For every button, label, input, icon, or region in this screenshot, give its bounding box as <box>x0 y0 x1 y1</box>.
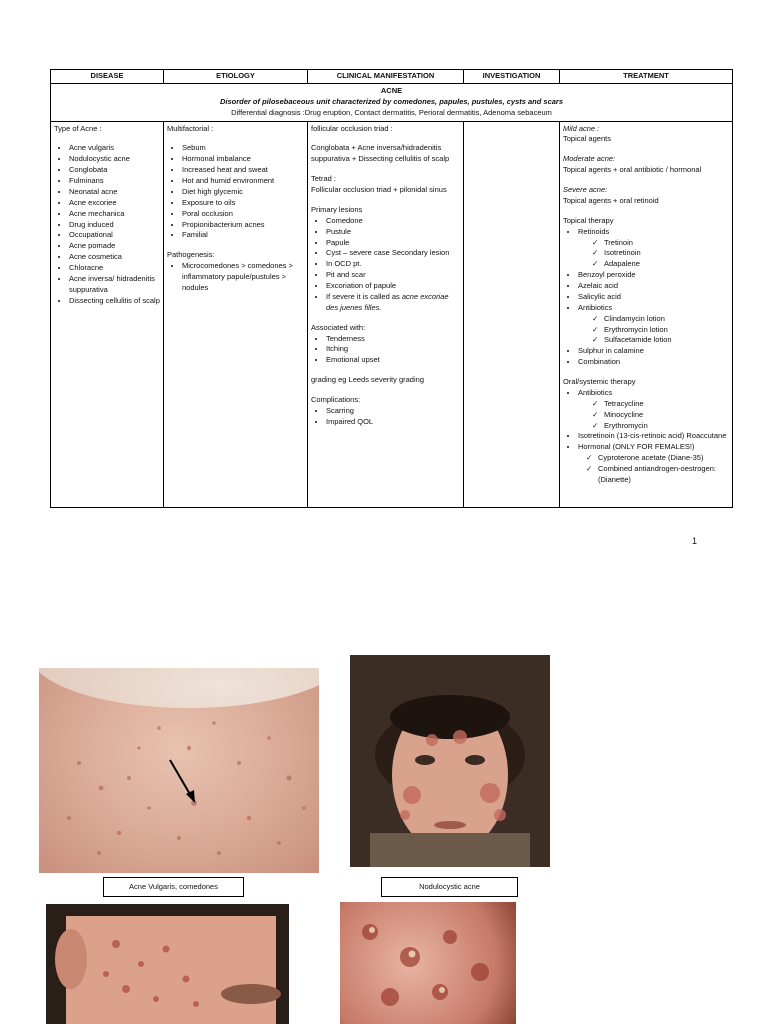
list-item: ✓ Erythromycin <box>604 421 729 432</box>
list-item: • Microcomedones > comedones > inflammatory papule/pustules > nodules <box>182 261 304 294</box>
oral-antibiotic-list <box>578 399 729 432</box>
list-item: • Fulminans <box>69 176 160 187</box>
primary-lesions-heading: Primary lesions <box>311 204 363 214</box>
complications-list <box>311 406 460 428</box>
tetrad-heading: Tetrad : <box>311 174 337 184</box>
comedones-photo <box>39 668 319 873</box>
list-item: ✓ Isotretinoin <box>604 248 729 259</box>
list-item: • Comedone <box>326 216 460 227</box>
list-item: • Occupational <box>69 230 160 241</box>
list-item: ✓ Tetracycline <box>604 399 729 410</box>
list-item: • Impaired QOL <box>326 417 460 428</box>
closeup-illustration <box>340 902 516 1024</box>
list-item: • Azelaic acid <box>578 281 729 292</box>
severe-prefix: If severe it is called as <box>326 291 402 301</box>
caption-comedones: Acne Vulgaris, comedones <box>103 877 244 897</box>
header-disease: DISEASE <box>51 70 164 84</box>
disease-cell <box>51 121 164 507</box>
acne-definition: Disorder of pilosebaceous unit characterized by comedones, papules, pustules, cysts and scars <box>219 96 564 106</box>
list-item: ✓ Cyproterone acetate (Diane-35) <box>598 453 729 464</box>
pathogenesis-list <box>167 261 304 294</box>
side-face-illustration <box>46 904 289 1024</box>
list-item: • Neonatal acne <box>69 187 160 198</box>
list-item: • Hot and humid environment <box>182 176 304 187</box>
list-item: • Acne cosmetica <box>69 252 160 263</box>
topical-antibiotic-list <box>578 314 729 347</box>
list-item: ✓ Tretinoin <box>604 238 729 249</box>
face-illustration <box>350 655 550 867</box>
table-title: ACNE <box>380 85 403 95</box>
list-item: ✓ Sulfacetamide lotion <box>604 335 729 346</box>
list-item: • Scarring <box>326 406 460 417</box>
header-clinical: CLINICAL MANIFESTATION <box>308 70 464 84</box>
triad-text: Conglobata + Acne inversa/hidradenitis suppurativa + Dissecting cellulitis of scalp <box>311 143 450 164</box>
investigation-cell <box>464 121 560 507</box>
list-item <box>578 303 729 347</box>
acne-types-list <box>54 143 160 306</box>
severe-term: acne excoriae des juenes filles. <box>326 291 449 312</box>
list-item: • Dissecting cellulitis of scalp <box>69 296 160 307</box>
header-treatment: TREATMENT <box>560 70 733 84</box>
retinoids-label: Retinoids <box>578 226 610 236</box>
list-item <box>578 442 729 486</box>
list-item: • Pustule <box>326 227 460 238</box>
complications-heading: Complications: <box>311 395 361 404</box>
moderate-acne-text: Topical agents + oral antibiotic / hormonal <box>563 165 702 175</box>
title-cell <box>51 83 733 121</box>
topical-therapy-list <box>563 227 729 368</box>
list-item: • Benzoyl peroxide <box>578 270 729 281</box>
list-item: ✓ Minocycline <box>604 410 729 421</box>
oral-antibiotics-label: Antibiotics <box>578 387 613 397</box>
topical-antibiotics-label: Antibiotics <box>578 302 613 312</box>
list-item: • Drug induced <box>69 220 160 231</box>
severe-acne-heading: Severe acne: <box>563 185 608 194</box>
list-item: • Chloracne <box>69 263 160 274</box>
list-item: • Conglobata <box>69 165 160 176</box>
list-item: • Hormonal imbalance <box>182 154 304 165</box>
list-item: • Papule <box>326 238 460 249</box>
oral-therapy-heading: Oral/systemic therapy <box>563 377 636 386</box>
list-item <box>578 388 729 432</box>
associated-list <box>311 334 460 367</box>
moderate-acne-heading: Moderate acne: <box>563 154 616 164</box>
list-item: ✓ Clindamycin lotion <box>604 314 729 325</box>
list-item: • Acne inversa/ hidradenitis suppurativa <box>69 274 160 296</box>
list-item: • Nodulocystic acne <box>69 154 160 165</box>
hormonal-list <box>578 453 729 486</box>
mild-acne-text: Topical agents <box>563 134 611 144</box>
title-row <box>51 83 733 121</box>
side-face-photo <box>46 904 289 1024</box>
list-item: • Pit and scar <box>326 270 460 281</box>
header-etiology: ETIOLOGY <box>164 70 308 84</box>
list-item: • Familial <box>182 230 304 241</box>
list-item <box>578 227 729 271</box>
grading-text: grading eg Leeds severity grading <box>311 375 424 385</box>
treatment-cell <box>560 121 733 507</box>
etiology-list <box>167 143 304 241</box>
list-item: • Acne mechanica <box>69 209 160 220</box>
mild-acne-heading: Mild acne : <box>563 123 600 133</box>
list-item: • Acne excoriee <box>69 198 160 209</box>
list-item: ✓ Erythromycin lotion <box>604 325 729 336</box>
list-item: • Diet high glycemic <box>182 187 304 198</box>
list-item: • Acne vulgaris <box>69 143 160 154</box>
page-number: 1 <box>692 536 698 546</box>
list-item <box>326 292 460 314</box>
list-item: • Excoriation of papule <box>326 281 460 292</box>
caption-nodulocystic: Nodulocystic acne <box>381 877 518 897</box>
acne-closeup-photo <box>340 902 516 1024</box>
disease-heading: Type of Acne : <box>54 123 102 133</box>
clinical-cell <box>308 121 464 507</box>
list-item: • Acne pomade <box>69 241 160 252</box>
etiology-cell <box>164 121 308 507</box>
hormonal-label: Hormonal (ONLY FOR FEMALES!) <box>578 442 695 452</box>
list-item: • Cyst – severe case Secondary lesion <box>326 248 460 259</box>
etiology-heading: Multifactorial : <box>167 123 214 133</box>
list-item: • Isotretinoin (13-cis-retinoic acid) Roaccutane <box>578 431 729 442</box>
list-item: • Combination <box>578 357 729 368</box>
list-item: • Sebum <box>182 143 304 154</box>
differential-diagnosis: Differential diagnosis :Drug eruption, Contact dermatitis, Perioral dermatitis, Adenoma sebaceum <box>231 107 552 117</box>
retinoid-list <box>578 238 729 271</box>
list-item: • Emotional upset <box>326 355 460 366</box>
severe-acne-text: Topical agents + oral retinoid <box>563 195 659 205</box>
content-row <box>51 121 733 507</box>
nodulocystic-photo <box>350 655 550 867</box>
list-item: • Poral occlusion <box>182 209 304 220</box>
oral-therapy-list <box>563 388 729 486</box>
topical-therapy-heading: Topical therapy <box>563 215 614 225</box>
list-item: ✓ Combined antiandrogen-oestrogen: (Dianette) <box>598 464 729 486</box>
list-item: • Propionibacterium acnes <box>182 220 304 231</box>
tetrad-text: Follicular occlusion triad + pilonidal sinus <box>311 185 447 194</box>
primary-lesions-list <box>311 216 460 314</box>
triad-heading: follicular occlusion triad : <box>311 123 393 133</box>
list-item: • In OCD pt. <box>326 259 460 270</box>
comedones-illustration <box>39 668 319 873</box>
pathogenesis-heading: Pathogenesis: <box>167 250 215 260</box>
list-item: • Itching <box>326 344 460 355</box>
acne-table <box>50 69 733 508</box>
header-row <box>51 70 733 84</box>
list-item: • Increased heat and sweat <box>182 165 304 176</box>
list-item: ✓ Adapalene <box>604 259 729 270</box>
list-item: • Sulphur in calamine <box>578 346 729 357</box>
list-item: • Salicylic acid <box>578 292 729 303</box>
list-item: • Exposure to oils <box>182 198 304 209</box>
list-item: • Tenderness <box>326 334 460 345</box>
associated-heading: Associated with: <box>311 322 366 332</box>
header-investigation: INVESTIGATION <box>464 70 560 84</box>
